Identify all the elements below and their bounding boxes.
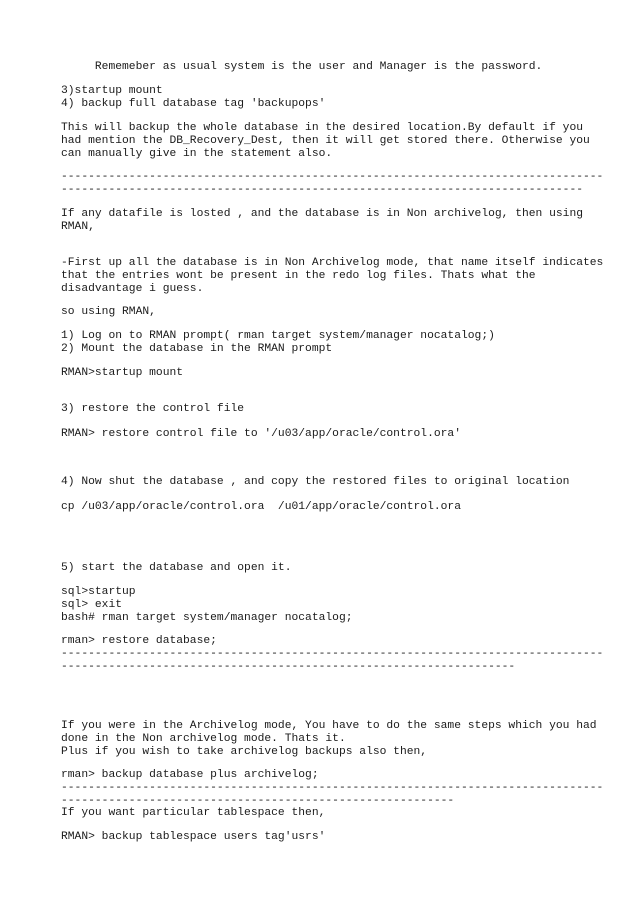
separator-line: -------------------------------------------------------------------------------- [61,171,604,183]
rman-restore-db-cmd: rman> restore database; [61,635,217,647]
separator-line: ----------------------------------------------------------------------------- [61,184,584,196]
step-restore-control: 3) restore the control file [61,403,245,415]
separator-line: -------------------------------------------------------------------------------- [61,648,604,660]
datafile-heading-line: RMAN, [61,221,95,233]
so-using-rman: so using RMAN, [61,306,156,318]
backup-note-line: This will backup the whole database in the desired location.By default if you [61,122,584,134]
rman-step: 1) Log on to RMAN prompt( rman target system/manager nocatalog;) [61,330,495,342]
noarchive-note-line: that the entries wont be present in the redo log files. Thats what the [61,270,536,282]
rman-step: 2) Mount the database in the RMAN prompt [61,343,333,355]
rman-backup-archivelog-cmd: rman> backup database plus archivelog; [61,769,319,781]
rman-restore-control-cmd: RMAN> restore control file to '/u03/app/oracle/control.ora' [61,428,461,440]
separator-line: ---------------------------------------------------------- [61,795,455,807]
noarchive-note-line: disadvantage i guess. [61,283,204,295]
cp-command: cp /u03/app/oracle/control.ora /u01/app/oracle/control.ora [61,501,461,513]
rman-backup-tablespace-cmd: RMAN> backup tablespace users tag'usrs' [61,831,326,843]
noarchive-note-line: -First up all the database is in Non Archivelog mode, that name itself indicates [61,257,604,269]
step-start-open: 5) start the database and open it. [61,562,292,574]
backup-note-line: had mention the DB_Recovery_Dest, then it will get stored there. Otherwise you [61,135,590,147]
step-startup-mount: 3)startup mount [61,85,163,97]
archivelog-note-line: done in the Non archivelog mode. Thats it. [61,733,346,745]
step-shut-copy: 4) Now shut the database , and copy the restored files to original location [61,476,570,488]
sql-command: bash# rman target system/manager nocatalog; [61,612,353,624]
separator-line: -------------------------------------------------------------------------------- [61,782,604,794]
tablespace-note: If you want particular tablespace then, [61,807,326,819]
sql-command: sql>startup [61,586,136,598]
archivelog-note-line: Plus if you wish to take archivelog backups also then, [61,746,428,758]
intro-text: Rememeber as usual system is the user and Manager is the password. [61,61,543,73]
rman-startup-cmd: RMAN>startup mount [61,367,184,379]
datafile-heading-line: If any datafile is losted , and the database is in Non archivelog, then using [61,208,584,220]
sql-command: sql> exit [61,599,123,611]
separator-line: ------------------------------------------------------------------- [61,661,516,673]
step-backup-full: 4) backup full database tag 'backupops' [61,98,326,110]
backup-note-line: can manually give in the statement also. [61,148,333,160]
archivelog-note-line: If you were in the Archivelog mode, You have to do the same steps which you had [61,720,597,732]
